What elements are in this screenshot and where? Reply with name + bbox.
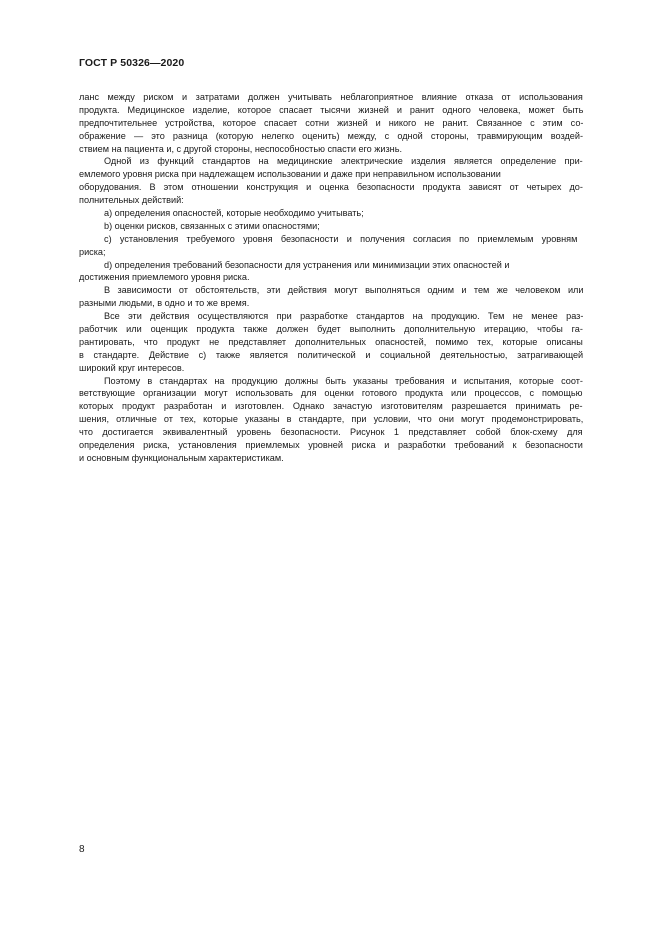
text-line: риска; — [79, 246, 106, 257]
text-line: разными людьми, в одно и то же время. — [79, 298, 250, 309]
text-line: достижения приемлемого уровня риска. — [79, 272, 250, 283]
text-line: шения, отличные от тех, которые указаны в стандарте, при условии, что они могут продемонстрировать, — [79, 414, 584, 425]
text-line: которых продукт разработан и изготовлен. Однако зачастую изготовителям разрешается принимать ре- — [79, 401, 583, 412]
text-line: ветствующие организации могут использовать для оценки готового продукта или процессов, с помощью — [79, 388, 583, 399]
text-line: Одной из функций стандартов на медицинские электрические изделия является определение при- — [104, 156, 583, 167]
text-line: Все эти действия осуществляются при разработке стандартов на продукцию. Тем не менее раз- — [104, 311, 584, 322]
text-line: ображение — это разница (которую нелегко оценить) между, с одной стороны, травмирующим воздей- — [79, 130, 584, 141]
text-line: оборудования. В этом отношении конструкция и оценка безопасности продукта зависят от четырех до- — [79, 182, 583, 193]
text-line: в стандарте. Действие c) также является политической и социальной деятельностью, затрагивающей — [79, 349, 584, 360]
text-line: и основным функциональным характеристикам. — [79, 452, 284, 463]
text-line: В зависимости от обстоятельств, эти действия могут выполняться одним и тем же человеком или — [104, 285, 584, 296]
text-line: определения риска, установления приемлемых уровней риска и разработки требований к безопасности — [79, 440, 583, 451]
text-line: продукта. Медицинское изделие, которое спасает тысячи жизней и ранит одного человека, может быть — [79, 104, 584, 115]
text-line: Поэтому в стандартах на продукцию должны быть указаны требования и испытания, которые соот- — [104, 375, 583, 386]
page-number: 8 — [79, 844, 85, 855]
text-line: рантировать, что продукт не представляет дополнительных опасностей, помимо тех, которые описаны — [79, 336, 583, 347]
text-line: a) определения опасностей, которые необходимо учитывать; — [104, 208, 364, 219]
text-line: емлемого уровня риска при надлежащем использовании и даже при неправильном использовании — [79, 169, 501, 180]
text-line: c) установления требуемого уровня безопасности и получения согласия по приемлемым уровням — [104, 233, 578, 244]
text-line: предпочтительнее устройства, которое спасает сотни жизней и никого не ранит. Связанное с этим со- — [79, 117, 584, 128]
text-line: ствием на пациента и, с другой стороны, неспособностью спасти его жизнь. — [79, 143, 402, 154]
text-line: ланс между риском и затратами должен учитывать неблагоприятное влияние отказа от использования — [79, 92, 583, 102]
document-header: ГОСТ Р 50326—2020 — [79, 57, 185, 69]
text-line: работчик или оценщик продукта также должен будет выполнить дополнительную итерацию, чтобы га- — [79, 324, 583, 335]
text-line: что достигается эквивалентный уровень безопасности. Рисунок 1 представляет собой блок-схему для — [79, 427, 583, 438]
body-text — [79, 91, 583, 465]
text-line: широкий круг интересов. — [79, 362, 185, 373]
text-line: полнительных действий: — [79, 195, 184, 206]
text-line: d) определения требований безопасности для устранения или минимизации этих опасностей и — [104, 259, 510, 270]
text-line: b) оценки рисков, связанных с этими опасностями; — [104, 220, 320, 231]
